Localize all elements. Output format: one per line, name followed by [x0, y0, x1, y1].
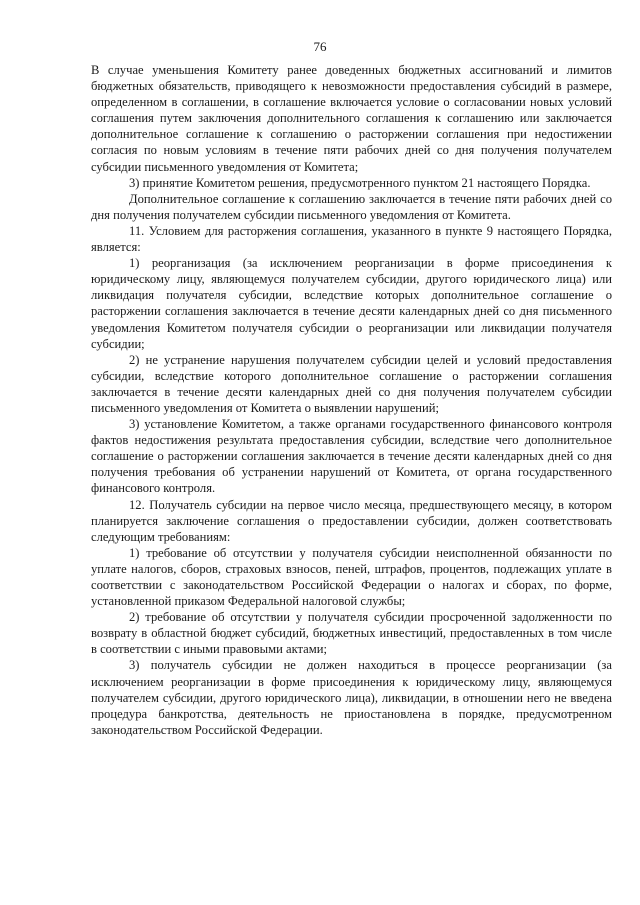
paragraph-additional-agreement: Дополнительное соглашение к соглашению заключается в течение пяти рабочих дней со дня получения получателем субсидии письменного уведомления от Комитета. [91, 191, 612, 222]
paragraph-12-item-2-debt: 2) требование об отсутствии у получателя субсидии просроченной задолженности по возврату в областной бюджет субсидий, бюджетных инвестиций, предоставленных в том числе в соответствии с иными правовыми актами; [91, 610, 612, 657]
paragraph-11-item-3-control: 3) установление Комитетом, а также органами государственного финансового контроля фактов недостижения результата предоставления субсидии, вследствие чего дополнительное соглашение о расторжении соглашения заключается в течение десяти календарных дней со дня получения требования об устранении нарушений от Комитета, от органа государственного финансового контроля. [91, 417, 612, 496]
paragraph-12-recipient-requirements: 12. Получатель субсидии на первое число месяца, предшествующего месяцу, в котором планируется заключение соглашения о предоставлении субсидии, должен соответствовать следующим требованиям: [91, 497, 612, 544]
paragraph-11-item-1-reorganization: 1) реорганизация (за исключением реорганизации в форме присоединения к юридическому лицу, являющемуся получателем субсидии, другого юридического лица) или ликвидация получателя субсидии, вследствие которых дополнительное соглашение о расторжении соглашения заключается в течение десяти календарных дней со дня письменного уведомления Комитетом получателя субсидии о реорганизации или ликвидации получателя субсидии; [91, 256, 612, 351]
paragraph-11-item-2-violation: 2) не устранение нарушения получателем субсидии целей и условий предоставления субсидии, вследствие которого дополнительное соглашение о расторжении соглашения заключается в течение десяти календарных дней со дня получения получателем субсидии письменного уведомления от Комитета о выявлении нарушений; [91, 352, 612, 415]
document-body [91, 62, 612, 738]
page-number: 76 [313, 39, 327, 54]
paragraph-item-3-committee-decision: 3) принятие Комитетом решения, предусмотренного пунктом 21 настоящего Порядка. [129, 175, 591, 190]
paragraph-reduction-clause: В случае уменьшения Комитету ранее доведенных бюджетных ассигнований и лимитов бюджетных обязательств, приводящего к невозможности предоставления субсидий в размере, определенном в соглашении, в соглашение включается условие о согласовании новых условий соглашения путем заключения дополнительного соглашения к соглашению или заключается дополнительное соглашение к соглашению о расторжении соглашения при недостижении согласия по новым условиям в течение пяти рабочих дней со дня получения получателем субсидии письменного уведомления от Комитета; [91, 63, 612, 174]
paragraph-11-termination-condition: 11. Условием для расторжения соглашения, указанного в пункте 9 настоящего Порядка, является: [91, 223, 612, 255]
paragraph-12-item-1-taxes: 1) требование об отсутствии у получателя субсидии неисполненной обязанности по уплате налогов, сборов, страховых взносов, пеней, штрафов, процентов, подлежащих уплате в соответствии с законодательством Российской Федерации о налогах и сборах, по форме, установленной приказом Федеральной налоговой службы; [91, 545, 612, 609]
paragraph-12-item-3-reorganization: 3) получатель субсидии не должен находиться в процессе реорганизации (за исключением реорганизации в форме присоединения к юридическому лицу, являющемуся получателем субсидии, другого юридического лица), ликвидации, в отношении него не введена процедура банкротства, деятельность не приостановлена в порядке, предусмотренном законодательством Российской Федерации. [91, 658, 612, 737]
